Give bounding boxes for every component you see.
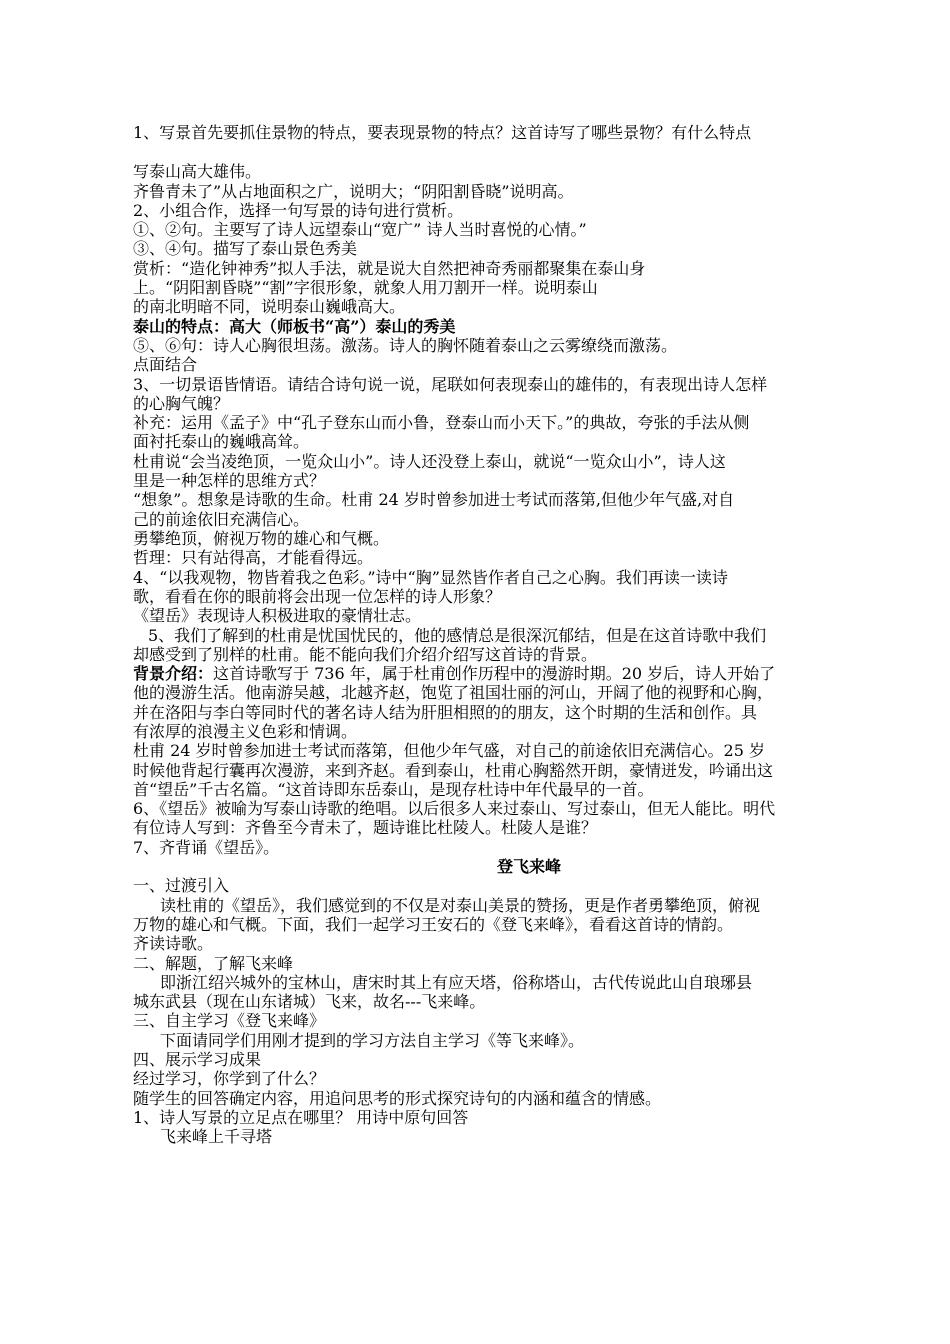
text-line: 杜甫 24 岁时曾参加进士考试而落第，但他少年气盛，对自己的前途依旧充满信心。25 岁 bbox=[133, 741, 765, 760]
text-line: 面衬托泰山的巍峨高耸。 bbox=[133, 432, 310, 451]
text-line: 己的前途依旧充满信心。 bbox=[133, 510, 310, 529]
text-line: 1、诗人写景的立足点在哪里？ 用诗中原句回答 bbox=[133, 1108, 469, 1127]
text-line: 首“望岳”千古名篇。“这首诗即东岳泰山，是现存杜诗中年代最早的一首。 bbox=[133, 780, 654, 799]
text-line: 《望岳》表现诗人积极进取的豪情壮志。 bbox=[133, 606, 422, 625]
text-line: 点面结合 bbox=[133, 355, 198, 374]
text-line: 5、我们了解到的杜甫是忧国忧民的，他的感情总是很深沉郁结，但是在这首诗歌中我们 bbox=[148, 626, 767, 645]
text-line: 3、一切景语皆情语。请结合诗句说一说，尾联如何表现泰山的雄伟的，有表现出诗人怎样 bbox=[133, 375, 768, 394]
text-line: 读杜甫的《望岳》，我们感觉到的不仅是对泰山美景的赞扬，更是作者勇攀绝顶，俯视 bbox=[160, 896, 761, 915]
text-line: 三、自主学习《登飞来峰》 bbox=[133, 1011, 326, 1030]
text-line: 却感受到了别样的杜甫。能不能向我们介绍介绍写这首诗的背景。 bbox=[133, 645, 598, 664]
text-line: ③、④句。描写了泰山景色秀美 bbox=[133, 239, 358, 258]
text-line: 飞来峰上千寻塔 bbox=[160, 1127, 273, 1146]
text-line: 二、解题，了解飞来峰 bbox=[133, 954, 294, 973]
text-line: 补充：运用《孟子》中“孔子登东山而小鲁，登泰山而小天下。”的典故，夸张的手法从侧 bbox=[133, 413, 750, 432]
text-line: 勇攀绝顶，俯视万物的雄心和气概。 bbox=[133, 529, 390, 548]
text-line: 城东武县（现在山东诸城）飞来，故名---飞来峰。 bbox=[133, 992, 486, 1011]
text-line: 歌，看看在你的眼前将会出现一位怎样的诗人形象？ bbox=[133, 587, 502, 606]
text-line: 并在洛阳与李白等同时代的著名诗人结为肝胆相照的的朋友，这个时期的生活和创作。具 bbox=[133, 703, 758, 722]
text-line: 他的漫游生活。他南游吴越，北越齐赵，饱览了祖国壮丽的河山，开阔了他的视野和心胸， bbox=[133, 683, 774, 702]
text-line: 随学生的回答确定内容，用追问思考的形式探究诗句的内涵和蕴含的情感。 bbox=[133, 1089, 662, 1108]
text-line: 经过学习，你学到了什么？ bbox=[133, 1069, 326, 1088]
text-line: 四、展示学习成果 bbox=[133, 1050, 262, 1069]
text-line: 里是一种怎样的思维方式？ bbox=[133, 471, 326, 490]
text-line: 哲理：只有站得高，才能看得远。 bbox=[133, 548, 374, 567]
background-label: 背景介绍： bbox=[133, 664, 214, 683]
text-line: 的心胸气魄？ bbox=[133, 394, 230, 413]
text-line: 上。“阴阳割昏晓”“割”字很形象，就象人用刀割开一样。说明泰山 bbox=[133, 278, 598, 297]
text-line: 万物的雄心和气概。下面，我们一起学习王安石的《登飞来峰》，看看这首诗的情韵。 bbox=[133, 915, 734, 934]
text-line: ⑤、⑥句：诗人心胸很坦荡。激荡。诗人的胸怀随着泰山之云雾缭绕而激荡。 bbox=[133, 336, 678, 355]
section-title: 登飞来峰 bbox=[497, 857, 562, 876]
text-line: “想象”。想象是诗歌的生命。杜甫 24 岁时曾参加进士考试而落第,但他少年气盛,对自 bbox=[133, 490, 735, 509]
text-line: ①、②句。主要写了诗人远望泰山“宽广” 诗人当时喜悦的心情。” bbox=[133, 220, 587, 239]
text-line: 齐鲁青未了”从占地面积之广，说明大；“阴阳割昏晓”说明高。 bbox=[133, 182, 574, 201]
section-heading: 泰山的特点：高大（师板书“高”）泰山的秀美 bbox=[133, 317, 456, 336]
text-line: 4、“以我观物，物皆着我之色彩。”诗中“胸”显然皆作者自己之心胸。我们再读一读诗 bbox=[133, 568, 728, 587]
text-line: 写泰山高大雄伟。 bbox=[133, 162, 262, 181]
text-line: 有浓厚的浪漫主义色彩和情调。 bbox=[133, 722, 358, 741]
background-text: 这首诗歌写于 736 年，属于杜甫创作历程中的漫游时期。20 岁后，诗人开始了 bbox=[213, 664, 776, 683]
text-line: 的南北明暗不同，说明泰山巍峨高大。 bbox=[133, 297, 406, 316]
text-line: 齐读诗歌。 bbox=[133, 934, 214, 953]
text-line: 1、写景首先要抓住景物的特点，要表现景物的特点？这首诗写了哪些景物？有什么特点 bbox=[133, 123, 752, 142]
text-line: 一、过渡引入 bbox=[133, 876, 230, 895]
text-line: 6、《望岳》被喻为写泰山诗歌的绝唱。以后很多人来过泰山、写过泰山，但无人能比。明代 bbox=[133, 799, 776, 818]
text-line: 赏析：“造化钟神秀”拟人手法，就是说大自然把神奇秀丽都聚集在泰山身 bbox=[133, 259, 646, 278]
text-line: 7、齐背诵《望岳》。 bbox=[133, 838, 280, 857]
text-line: 2、小组合作，选择一句写景的诗句进行赏析。 bbox=[133, 201, 464, 220]
text-line: 有位诗人写到：齐鲁至今青未了，题诗谁比杜陵人。杜陵人是谁？ bbox=[133, 818, 598, 837]
text-line: 下面请同学们用刚才提到的学习方法自主学习《等飞来峰》。 bbox=[160, 1031, 585, 1050]
text-line: 即浙江绍兴城外的宝林山，唐宋时其上有应天塔，俗称塔山，古代传说此山自琅琊县 bbox=[160, 973, 753, 992]
text-line bbox=[133, 664, 775, 684]
text-line: 杜甫说“会当凌绝顶，一览众山小”。诗人还没登上泰山，就说“一览众山小”，诗人这 bbox=[133, 452, 726, 471]
text-line: 时候他背起行囊再次漫游，来到齐赵。看到泰山，杜甫心胸豁然开朗，豪情迸发，吟诵出这 bbox=[133, 761, 774, 780]
